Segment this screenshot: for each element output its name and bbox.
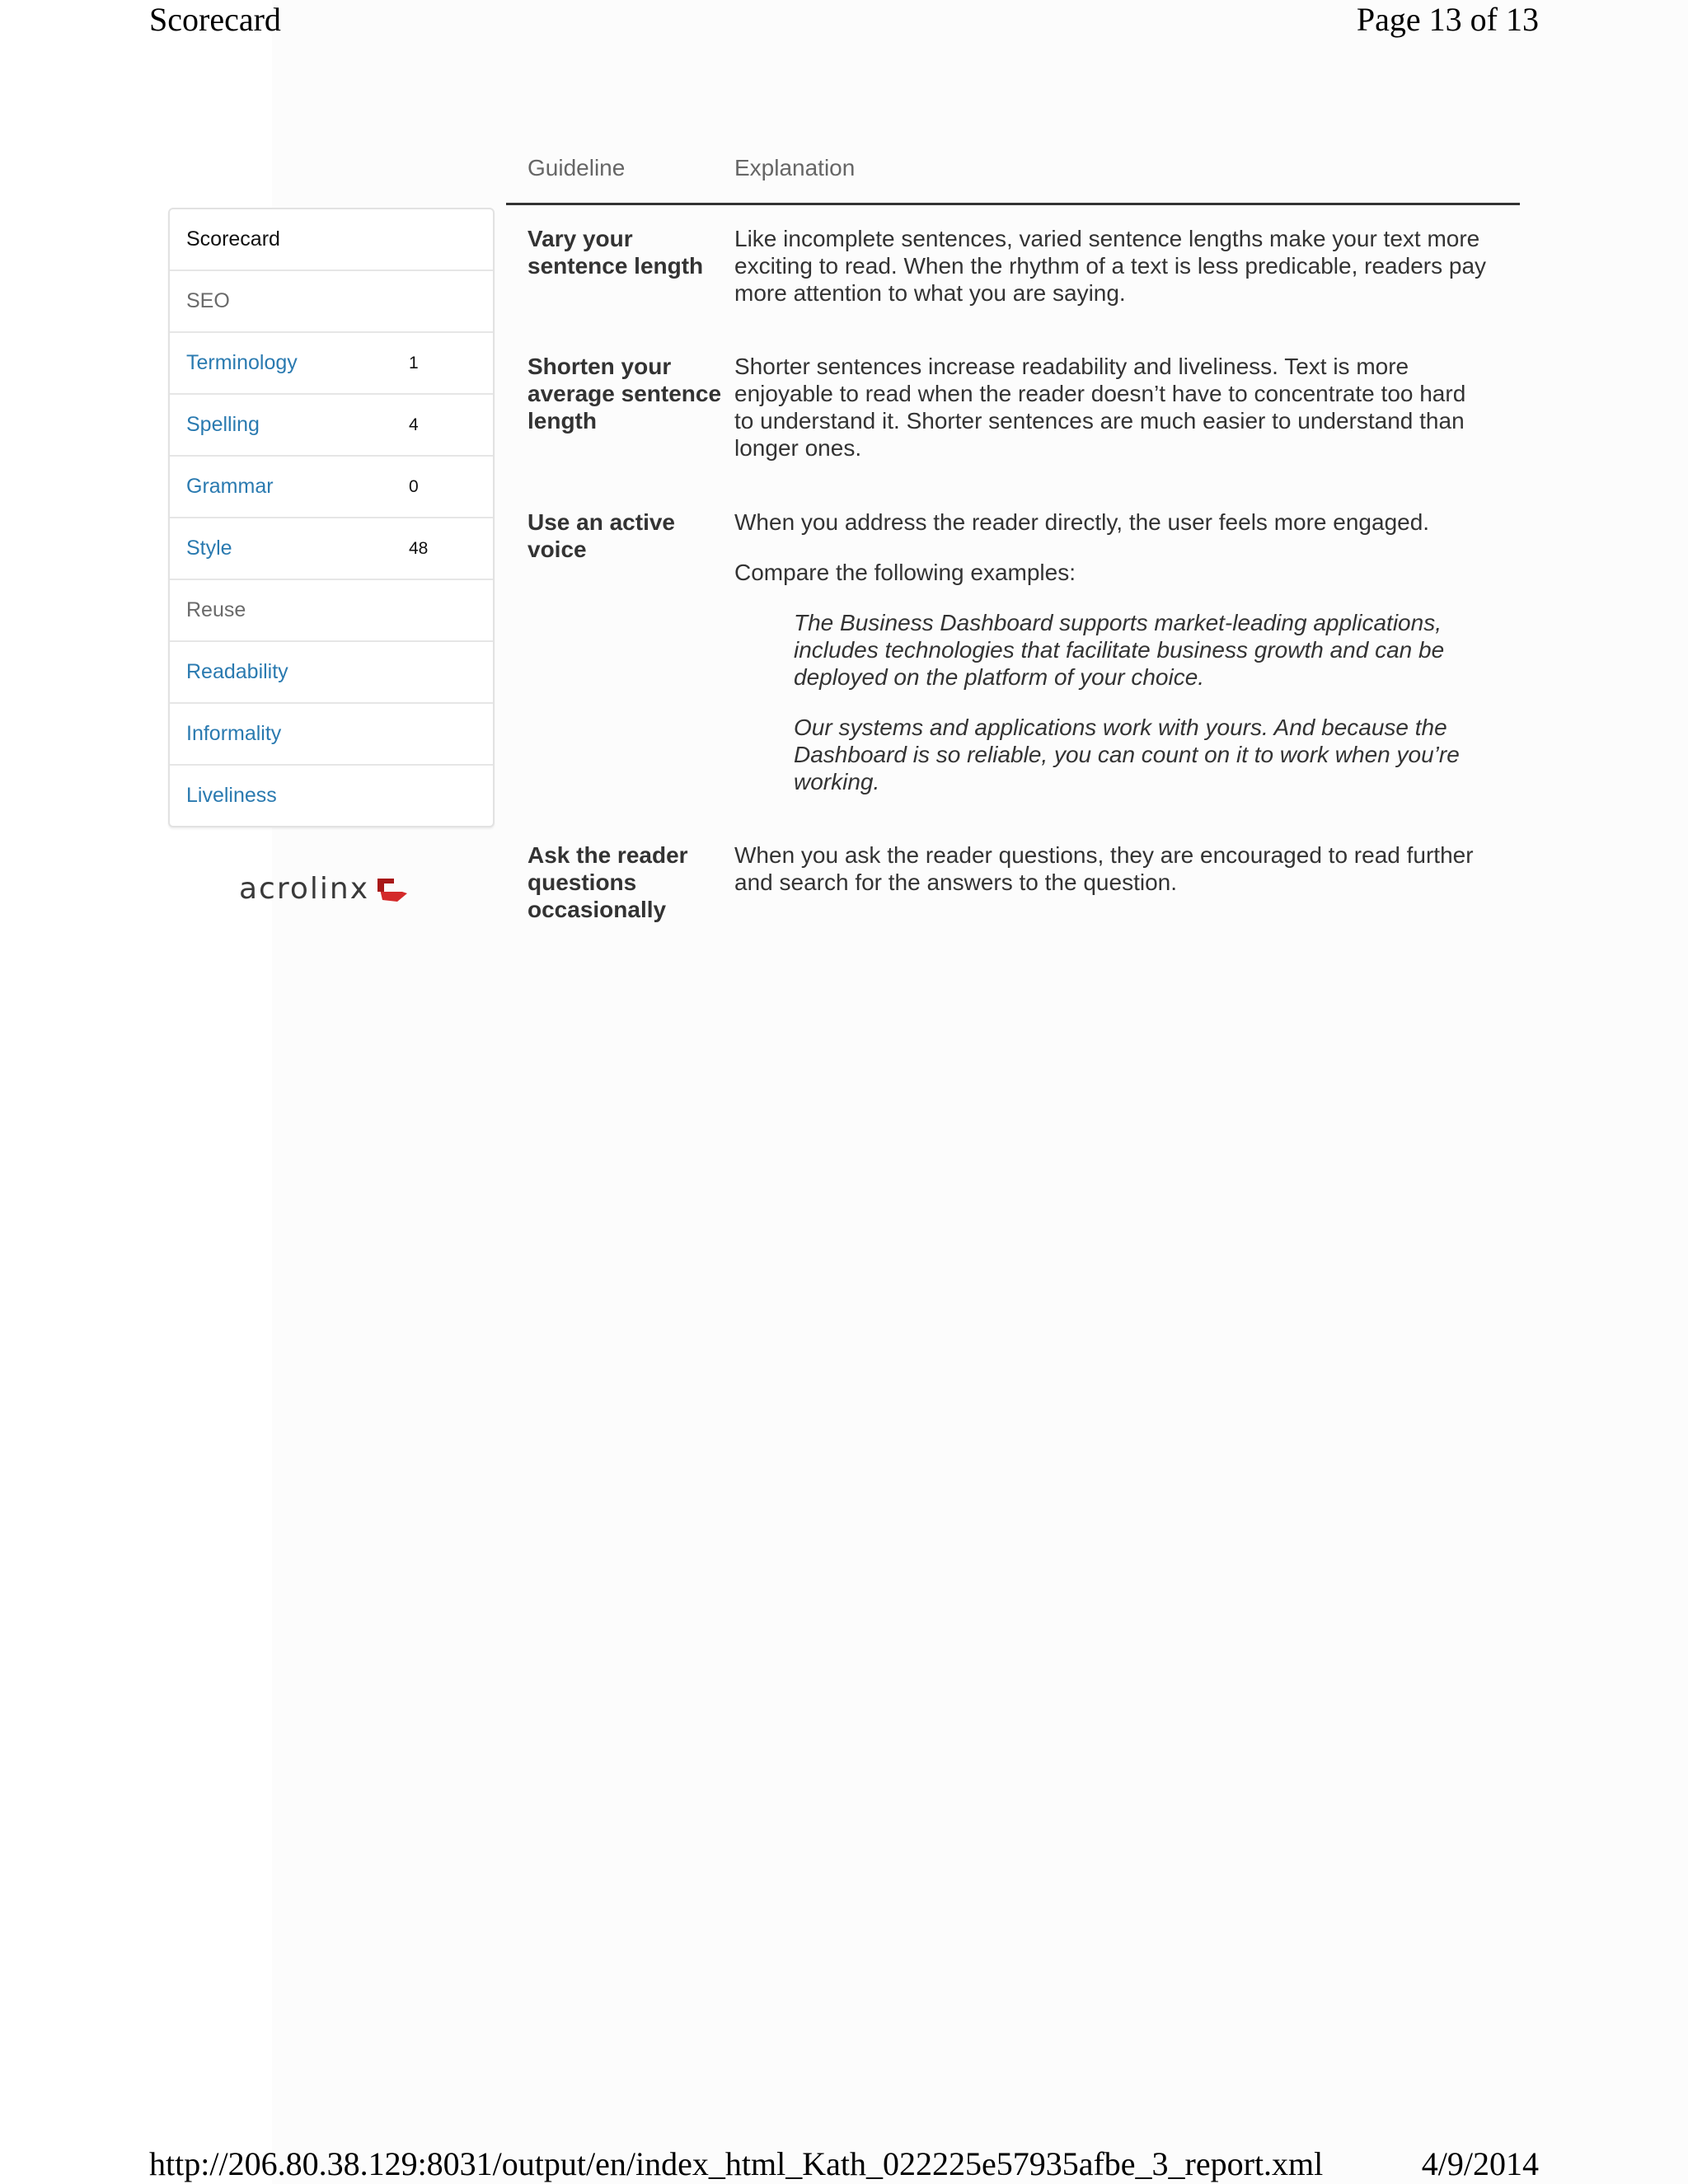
table-row — [506, 509, 1520, 795]
print-header-page: Page 13 of 13 — [1356, 1, 1539, 38]
sidebar-item-scorecard[interactable] — [170, 209, 493, 269]
logo-text: acrolinx — [239, 872, 370, 906]
sidebar-item-label[interactable]: Spelling — [186, 413, 260, 436]
sidebar-item-spelling[interactable] — [170, 393, 493, 455]
sidebar-item-label[interactable]: Liveliness — [186, 784, 277, 807]
explanation-text: Like incomplete sentences, varied sentence lengths make your text more exciting to read. When the rhythm of a text is less predicable, readers pay more attention to what you are saying. — [734, 226, 1487, 306]
issue-count: 0 — [409, 476, 419, 496]
explanation-text: When you ask the reader questions, they are encouraged to read further and search for the answers to the question. — [734, 842, 1474, 895]
explanation-text: Shorter sentences increase readability and liveliness. Text is more enjoyable to read when the reader doesn’t have to concentrate too hard to understand it. Shorter sentences are much easier to understand than longer ones. — [734, 354, 1466, 461]
table-row — [506, 225, 1520, 307]
explanation-cell — [734, 841, 1520, 923]
example-quote: The Business Dashboard supports market-leading applications, includes technologies that facilitate business growth and can be deployed on the platform of your choice. — [794, 610, 1445, 690]
sidebar-item-label[interactable]: Terminology — [186, 351, 298, 374]
sidebar-item-liveliness[interactable] — [170, 764, 493, 826]
sidebar-section-label: SEO — [186, 289, 230, 312]
sidebar-item-terminology[interactable] — [170, 331, 493, 393]
issue-count: 4 — [409, 415, 419, 434]
acrolinx-mark-icon — [374, 875, 410, 903]
print-footer-url: http://206.80.38.129:8031/output/en/index_html_Kath_022225e57935afbe_3_report.xml — [149, 2145, 1324, 2182]
explanation-cell — [734, 225, 1520, 307]
guidelines-table — [506, 155, 1520, 923]
print-header-title: Scorecard — [149, 1, 281, 38]
sidebar-item-style[interactable] — [170, 517, 493, 579]
sidebar-item-label[interactable]: Style — [186, 537, 232, 560]
compare-text: Compare the following examples: — [734, 560, 1076, 585]
sidebar-item-seo — [170, 269, 493, 331]
guideline-cell: Ask the reader questions occasionally — [528, 842, 688, 922]
sidebar-item-label[interactable]: Informality — [186, 722, 282, 745]
explanation-cell — [734, 509, 1520, 795]
sidebar-item-label[interactable]: Readability — [186, 660, 288, 683]
sidebar-item-informality[interactable] — [170, 702, 493, 764]
issue-count: 48 — [409, 538, 429, 558]
sidebar-nav — [168, 208, 495, 827]
acrolinx-logo — [239, 872, 410, 906]
guideline-cell: Vary your sentence length — [528, 226, 704, 279]
sidebar-item-grammar[interactable] — [170, 455, 493, 517]
explanation-text: When you address the reader directly, the user feels more engaged. — [734, 509, 1430, 535]
column-header-guideline: Guideline — [528, 155, 626, 180]
explanation-cell — [734, 353, 1520, 462]
sidebar-item-label[interactable]: Grammar — [186, 475, 274, 498]
sidebar-item-readability[interactable] — [170, 640, 493, 702]
table-header — [506, 155, 1520, 205]
sidebar-item-reuse — [170, 579, 493, 640]
guideline-cell: Use an active voice — [528, 509, 675, 562]
print-footer-date: 4/9/2014 — [1421, 2145, 1539, 2182]
guideline-cell: Shorten your average sentence length — [528, 354, 722, 434]
table-row — [506, 841, 1520, 923]
sidebar-section-label: Reuse — [186, 598, 246, 621]
example-quote: Our systems and applications work with yours. And because the Dashboard is so reliable, you can count on it to work when you’re working. — [794, 715, 1460, 794]
sidebar-item-label: Scorecard — [186, 227, 280, 251]
column-header-explanation: Explanation — [734, 155, 856, 180]
table-row — [506, 353, 1520, 462]
issue-count: 1 — [409, 353, 419, 373]
